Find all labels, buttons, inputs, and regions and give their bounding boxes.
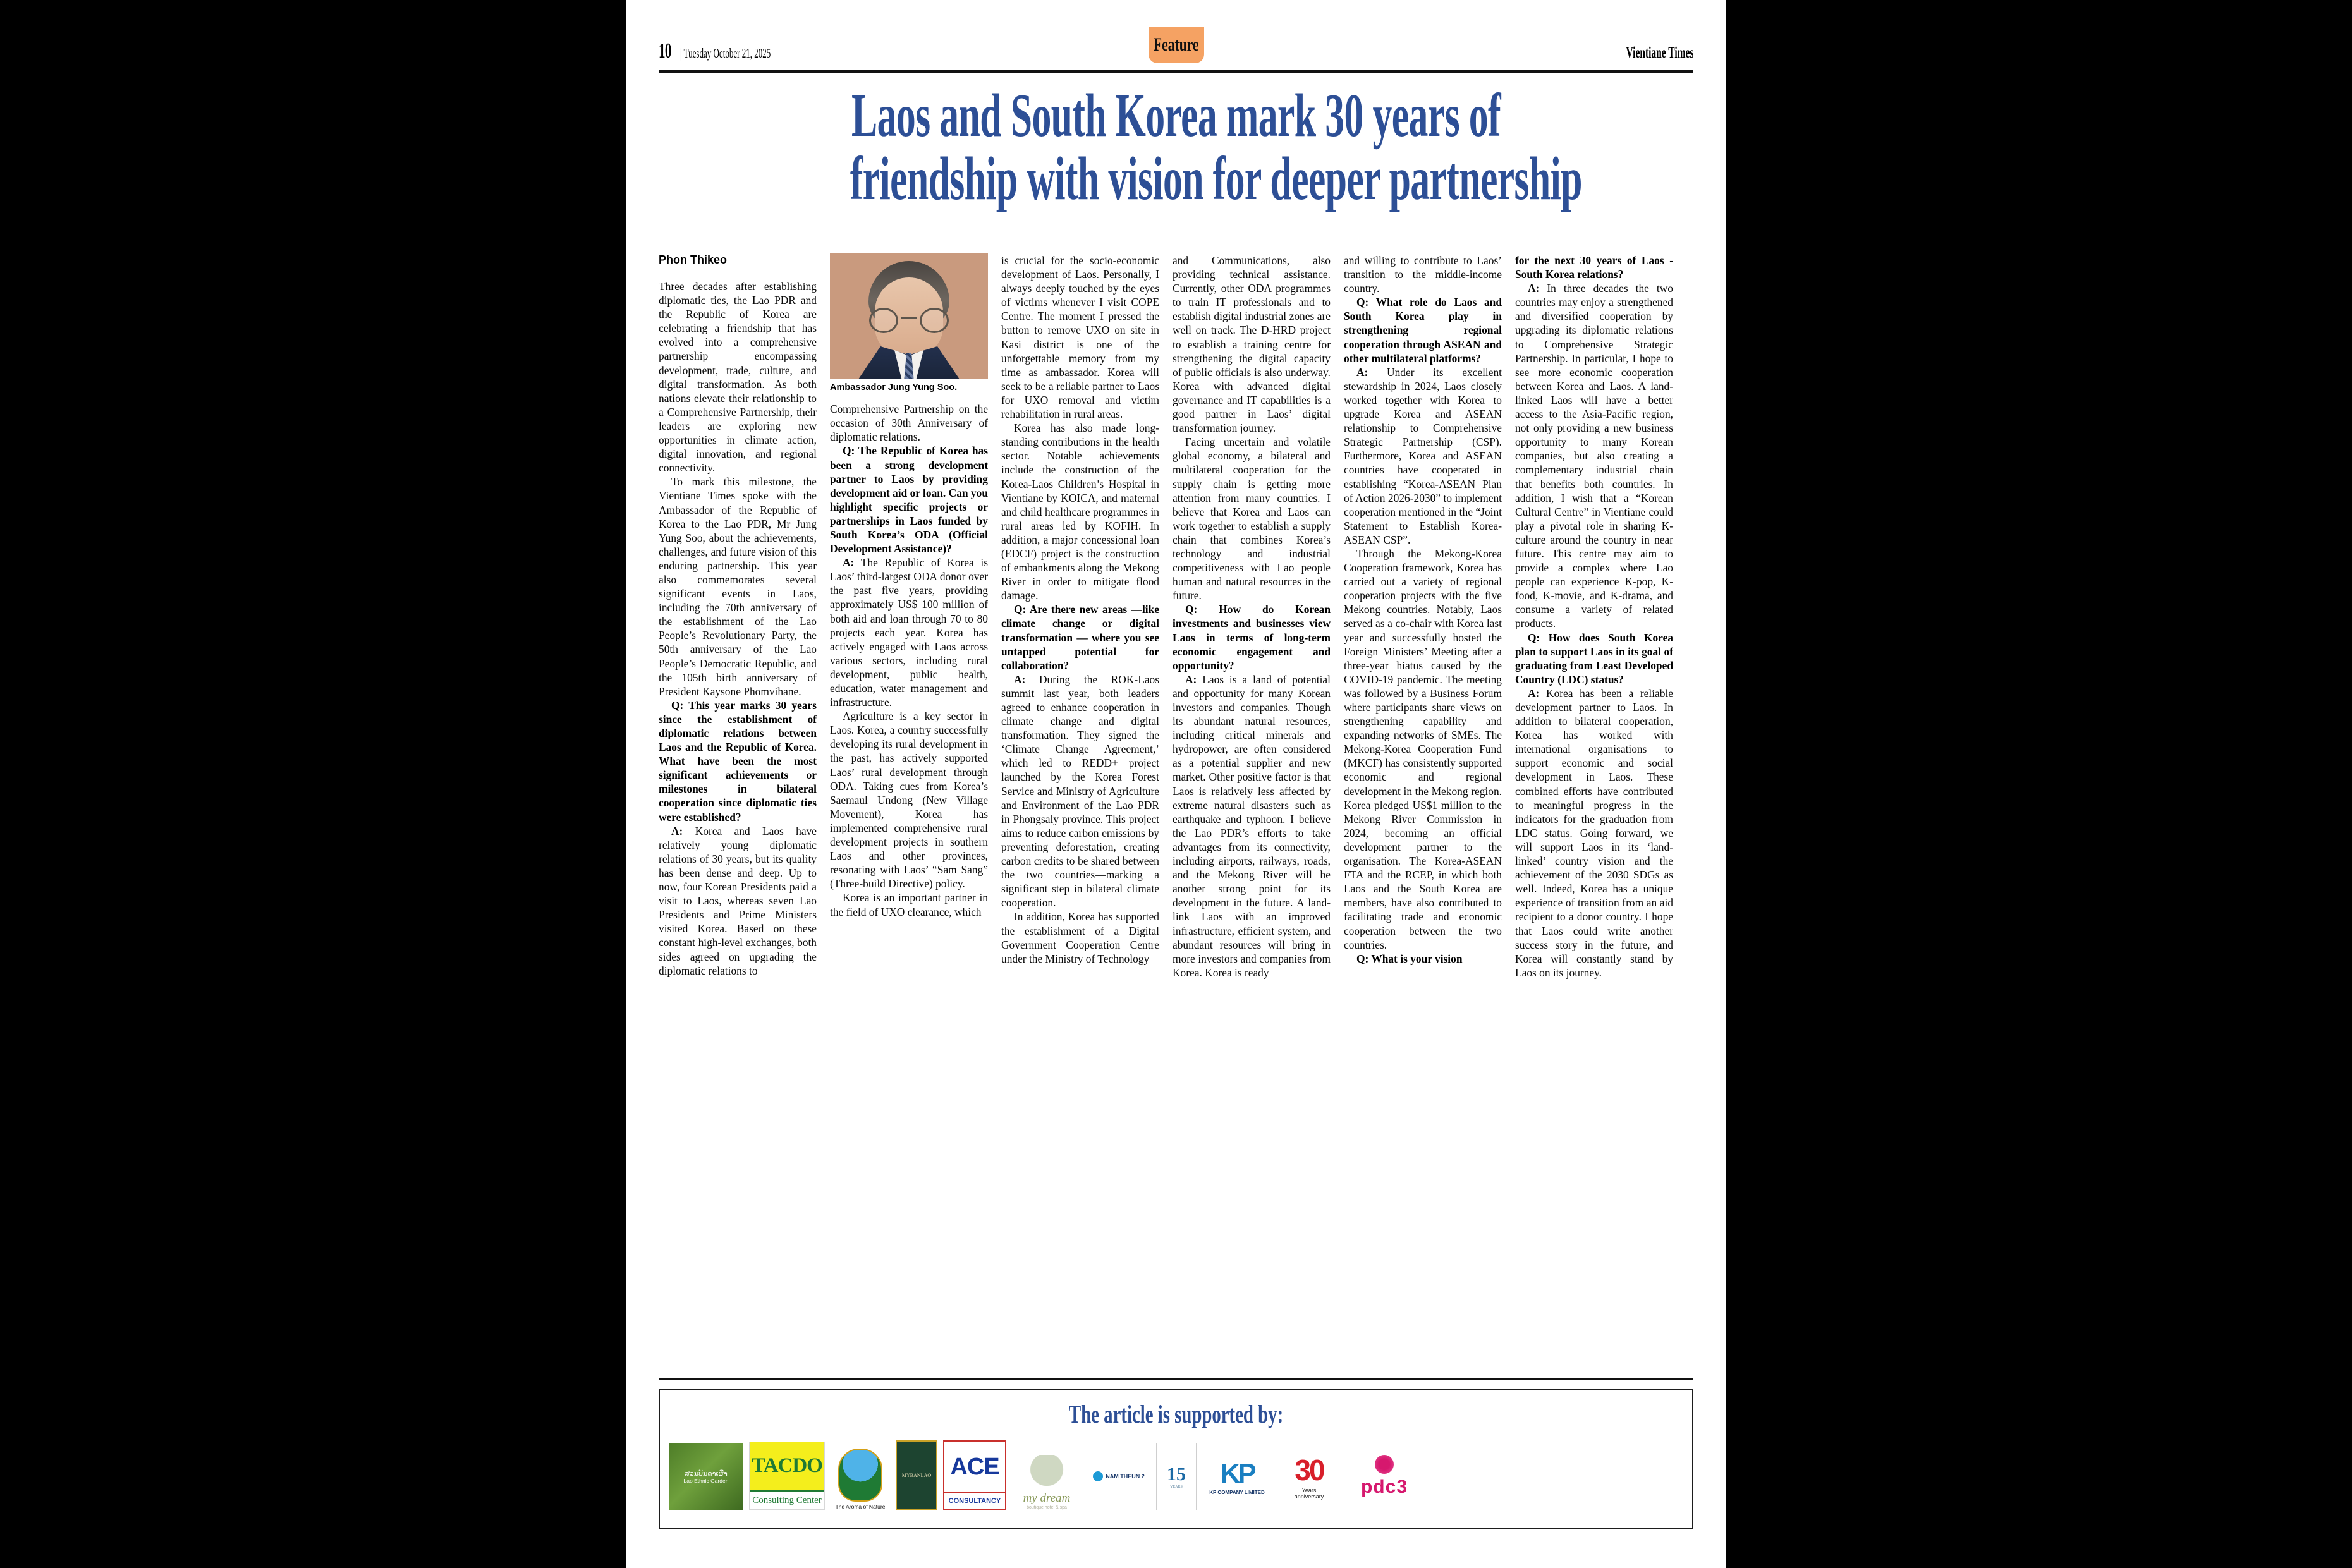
paragraph: Comprehensive Partnership on the occasion of 30th Anniversary of diplomatic relations.: [830, 403, 988, 444]
logo-kp-sub: KP COMPANY LIMITED: [1209, 1489, 1265, 1495]
logo-pdc3[interactable]: [1346, 1443, 1422, 1510]
logo-tacdo-top: [750, 1442, 824, 1492]
glasses-icon: [920, 308, 949, 333]
headline-line-2: friendship with vision for deeper partnership: [850, 144, 1582, 213]
sponsor-logos: [660, 1429, 1692, 1510]
logo-tacdo[interactable]: [749, 1442, 825, 1510]
logo-my-ban-lao[interactable]: [896, 1440, 937, 1510]
issue-date-text: Tuesday October 21, 2025: [683, 46, 771, 61]
question-paragraph: for the next 30 years of Laos - South Korea relations?: [1515, 254, 1673, 281]
logo-nam-theun-label: NAM THEUN 2: [1106, 1473, 1145, 1480]
issue-date: [680, 46, 771, 61]
logo-pdc3-main: pdc3: [1360, 1476, 1408, 1497]
headline-line-1: Laos and South Korea mark 30 years of: [851, 82, 1501, 150]
glasses-bridge: [901, 317, 917, 319]
paragraph: Facing uncertain and volatile global economy, a bilateral and multilateral cooperation for the supply chain is getting more attention from many countries. I believe that Korea and Laos can work together to establish a supply chain that combines Korea’s technology and industrial competitiveness with Lao people human and natural resources in the future.: [1173, 435, 1331, 602]
logo-30-big: 30: [1295, 1454, 1324, 1486]
section-badge-label: Feature: [1153, 34, 1199, 55]
tree-icon: [1030, 1455, 1064, 1492]
mountain-shield-icon: [838, 1449, 882, 1502]
logo-15-sub: YEARS: [1170, 1485, 1183, 1489]
paragraph: Agriculture is a key sector in Laos. Korea, a country successfully developing its rural development in the past, has actively supported Laos’ rural development through ODA. Taking cues from Korea’s Saemaul Undong (New Village Movement), Korea has implemented comprehensive rural development projects in southern Laos and other provinces, resonating with Laos’ “Sam Sang” (Three-build Directive) policy.: [830, 710, 988, 890]
masthead: [659, 29, 1693, 73]
logo-nam-theun-2[interactable]: [1087, 1443, 1150, 1510]
water-drop-icon: [1093, 1471, 1103, 1481]
logo-ace-sub: CONSULTANCY: [944, 1492, 1005, 1509]
article-column-4: [1173, 253, 1331, 1375]
logo-lao-ethnic-garden-label: Lao Ethnic Garden: [683, 1477, 729, 1484]
ambassador-photo: [830, 253, 988, 393]
logo-kp-company[interactable]: [1202, 1443, 1272, 1510]
paragraph: In addition, Korea has supported the establishment of a Digital Government Cooperation Centre under the Ministry of Technology: [1001, 910, 1159, 965]
folio-separator: |: [680, 46, 684, 61]
question-paragraph: Q: How does South Korea plan to support Laos in its goal of graduating from Least Developed Country (LDC) status?: [1515, 631, 1673, 686]
question-paragraph: Q: What is your vision: [1356, 952, 1463, 965]
logo-ace-main: ACE: [950, 1453, 999, 1480]
question-paragraph: Q: How do Korean investments and businesses view Laos in terms of long-term economic engagement and opportunity?: [1173, 603, 1331, 672]
logo-my-dream[interactable]: [1012, 1443, 1082, 1510]
logo-kp-mark: KP: [1220, 1457, 1254, 1489]
question-paragraph: Q: This year marks 30 years since the establishment of diplomatic relations between Laos and the Republic of Korea. What have been the most significant achievements or milestones in bilateral cooperation since diplomatic ties were established?: [659, 698, 817, 824]
newspaper-page: [626, 0, 1726, 1568]
logo-aroma-of-nature[interactable]: [831, 1439, 890, 1510]
logo-my-dream-main: my dream: [1023, 1492, 1071, 1505]
paragraph: and Communications, also providing technical assistance. Currently, other ODA programmes to train IT professionals and to establish digital industrial zones are well on track. The D-HRD project to establish a training centre for strengthening the digital capacity of public officials is also underway. Korea with advanced digital governance and IT capabilities is a good partner in Laos’ digital transformation journey.: [1173, 254, 1331, 435]
paragraph: A: The Republic of Korea is Laos’ third-largest ODA donor over the past five years, providing approximately US$ 100 million of both aid and loan through 70 to 80 projects each year. Korea has actively engaged with Laos across various sectors, including rural development, public health, education, water management and infrastructure.: [830, 556, 988, 709]
paragraph: A: Korea has been a reliable development partner to Laos. In addition to bilateral cooperation, Korea has worked with international organisations to support economic and social development in Laos. These combined efforts have contributed to meaningful progress in the indicators for the graduation from LDC status. Going forward, we will support Laos in its ‘land-linked’ country vision and the achievement of the 2030 SDGs as well. Indeed, Korea has a unique experience of transition from an aid recipient to a donor country. I hope that Laos could write another success story in the future, and Korea will constantly stand by Laos on its journey.: [1515, 686, 1673, 979]
logo-30-sub2: anniversary: [1294, 1493, 1324, 1500]
page-title: [659, 82, 1693, 213]
article-column-2: [830, 253, 988, 1375]
paragraph: A: Under its excellent stewardship in 2024, Laos closely worked together with Korea to upgrade Korea and ASEAN relationship to Comprehensive Strategic Partnership (CSP). Furthermore, Korea and ASEAN countries have cooperated in establishing “Korea-ASEAN Plan of Action 2026-2030” to implement cooperation mentioned in the “Joint Statement to Establish Korea-ASEAN CSP”.: [1344, 365, 1502, 546]
logo-tacdo-sub: Consulting Center: [752, 1495, 822, 1505]
logo-15-years[interactable]: [1156, 1443, 1197, 1510]
paragraph: is crucial for the socio-economic development of Laos. Personally, I always deeply touched by the eyes of victims whenever I visit COPE Centre. The moment I pressed the button to remove UXO on site in Kasi district is one of the unforgettable memory from my time as ambassador. Korea will seek to be a reliable partner to Laos for UXO removal and victim rehabilitation in rural areas.: [1001, 254, 1159, 421]
sponsor-title: [660, 1399, 1692, 1429]
paragraph: Korea has also made long-standing contributions in the health sector. Notable achievements include the construction of the Korea-Laos Children’s Hospital in Vientiane by KOICA, and maternal and child healthcare programmes in rural areas led by KOFIH. In addition, a major concessional loan (EDCF) project is the construction of embankments along the Mekong River in order to mitigate flood damage.: [1001, 422, 1159, 602]
question-paragraph: Q: The Republic of Korea has been a strong development partner to Laos by providing development aid or loan. Can you highlight specific projects or partnerships in Laos funded by South Korea’s ODA (Official Development Assistance)?: [830, 444, 988, 556]
logo-30-sub1: Years: [1301, 1487, 1317, 1493]
question-paragraph: Q: Are there new areas —like climate change or digital transformation — where you see untapped potential for collaboration?: [1001, 603, 1159, 672]
portrait-image: [830, 253, 988, 379]
article-columns: [659, 253, 1693, 1375]
article-column-3: [1001, 253, 1159, 1375]
article-column-1: [659, 253, 817, 1375]
paragraph: A: Laos is a land of potential and opportunity for many Korean investors and companies. Though its abundant natural resources, including critical minerals and hydropower, are often considered as a potential supplier and new market. Other positive factor is that Laos is relatively less affected by extreme natural disasters such as earthquake and typhoon. I believe the Lao PDR’s efforts to take advantages from its connectivity, including airports, railways, roads, and the Mekong River will be another strong point for its development in the future. A land-link Laos with an improved infrastructure, efficient system, and abundant resources will bring in more investors and companies from Korea. Korea is ready: [1173, 672, 1331, 979]
logo-tacdo-main: TACDO: [752, 1454, 822, 1477]
masthead-rule: [659, 70, 1693, 73]
article-column-5: [1344, 253, 1502, 1375]
logo-30-years-anniversary[interactable]: [1277, 1443, 1341, 1510]
question-paragraph: Q: What role do Laos and South Korea play in strengthening regional cooperation through ASEAN and other multilateral platforms?: [1344, 296, 1502, 365]
page-number: 10: [659, 39, 671, 63]
sponsor-section: [659, 1389, 1693, 1529]
page-inner: [659, 29, 1693, 1539]
paragraph: and willing to contribute to Laos’ transition to the middle-income country.: [1344, 254, 1502, 295]
sponsor-title-text: The article is supported by:: [1068, 1400, 1284, 1428]
glasses-icon: [869, 308, 898, 333]
photo-caption: Ambassador Jung Yung Soo.: [830, 382, 958, 392]
article-column-6: [1515, 253, 1673, 1375]
paragraph: A: In three decades the two countries may enjoy a strengthened and diversified cooperation by upgrading its diplomatic relations to Comprehensive Strategic Partnership. In particular, I hope to see more economic cooperation between Korea and Laos. A land-linked Laos will have a better access to the Asia-Pacific region, not only providing a new business opportunity to many Korean companies, but also creating a complementary industrial chain that benefits both countries. In addition, I wish that a “Korean Cultural Centre” in Vientiane could play a pivotal role in sharing K-culture around the country in near future. This centre may aim to provide a complex where Lao people can experience K-pop, K-food, K-movie, and K-drama, and consume a variety of related products.: [1515, 282, 1673, 630]
paragraph: To mark this milestone, the Vientiane Times spoke with the Ambassador of the Republic of Korea to the Lao PDR, Mr Jung Yung Soo, about the achievements, challenges, and future vision of this enduring partnership. This year also commemorates several significant events in Laos, including the 70th anniversary of the establishment of the Lao People’s Revolutionary Party, the 50th anniversary of the Lao People’s Democratic Republic, and the 105th birth anniversary of President Kaysone Phomvihane.: [659, 475, 817, 698]
paragraph: Korea is an important partner in the field of UXO clearance, which: [830, 891, 988, 918]
paragraph: A: During the ROK-Laos summit last year, both leaders agreed to enhance cooperation in climate change and digital transformation. They signed the ‘Climate Change Agreement,’ which led to REDD+ project launched by the Korea Forest Service and Ministry of Agriculture and Environment of the Lao PDR in Phongsaly province. This project aims to reduce carbon emissions by preventing deforestation, creating carbon credits to be shared between the two countries—marking a significant step in bilateral climate cooperation.: [1001, 672, 1159, 909]
logo-lao-ethnic-garden[interactable]: [669, 1443, 743, 1510]
logo-my-ban-lao-label: MYBANLAO: [901, 1472, 932, 1478]
paragraph: A: Korea and Laos have relatively young diplomatic relations of 30 years, but its quality has been dense and deep. Up to now, four Korean Presidents paid a visit to Laos, whereas seven Lao Presidents and Prime Ministers visited Korea. Based on these constant high-level exchanges, both sides agreed on upgrading the diplomatic relations to: [659, 824, 817, 977]
logo-lao-ethnic-garden-lao-text: ສວນບັນດາເຜົ່າ: [685, 1469, 728, 1478]
paragraph: Through the Mekong-Korea Cooperation framework, Korea has carried out a variety of regional cooperation projects with the five Mekong countries. Notably, Laos served as a co-chair with Korea last year and successfully hosted the Foreign Ministers’ Meeting after a three-year hiatus caused by the COVID-19 pandemic. The meeting was followed by a Business Forum where participants share views on strengthening capability and expanding networks of SMEs. The Mekong-Korea Cooperation Fund (MKCF) has consistently supported economic and regional development in the Mekong region. Korea pledged US$1 million to the Mekong River Commission in 2024, becoming an official development partner to the organisation. The Korea-ASEAN FTA and the RCEP, in which both Laos and the South Korea are members, have also contributed to facilitating trade and economic cooperation between the two countries.: [1344, 547, 1502, 951]
article-bottom-rule: [659, 1378, 1693, 1380]
logo-ace-consultancy[interactable]: [943, 1440, 1006, 1510]
byline: Phon Thikeo: [659, 253, 727, 266]
logo-my-dream-sub: boutique hotel & spa: [1027, 1505, 1067, 1510]
flower-icon: [1375, 1455, 1394, 1474]
section-badge: [1149, 27, 1204, 63]
logo-aroma-caption: The Aroma of Nature: [835, 1504, 886, 1510]
logo-15-big: 15: [1167, 1464, 1186, 1485]
publication-name: Vientiane Times: [1626, 44, 1693, 61]
paragraph: Three decades after establishing diplomatic ties, the Lao PDR and the Republic of Korea are celebrating a friendship that has evolved into a comprehensive partnership encompassing development, trade, culture, and digital transformation. As both nations elevate their relationship to a Comprehensive Partnership, their leaders are exploring new opportunities in climate action, digital innovation, and regional connectivity.: [659, 280, 817, 475]
